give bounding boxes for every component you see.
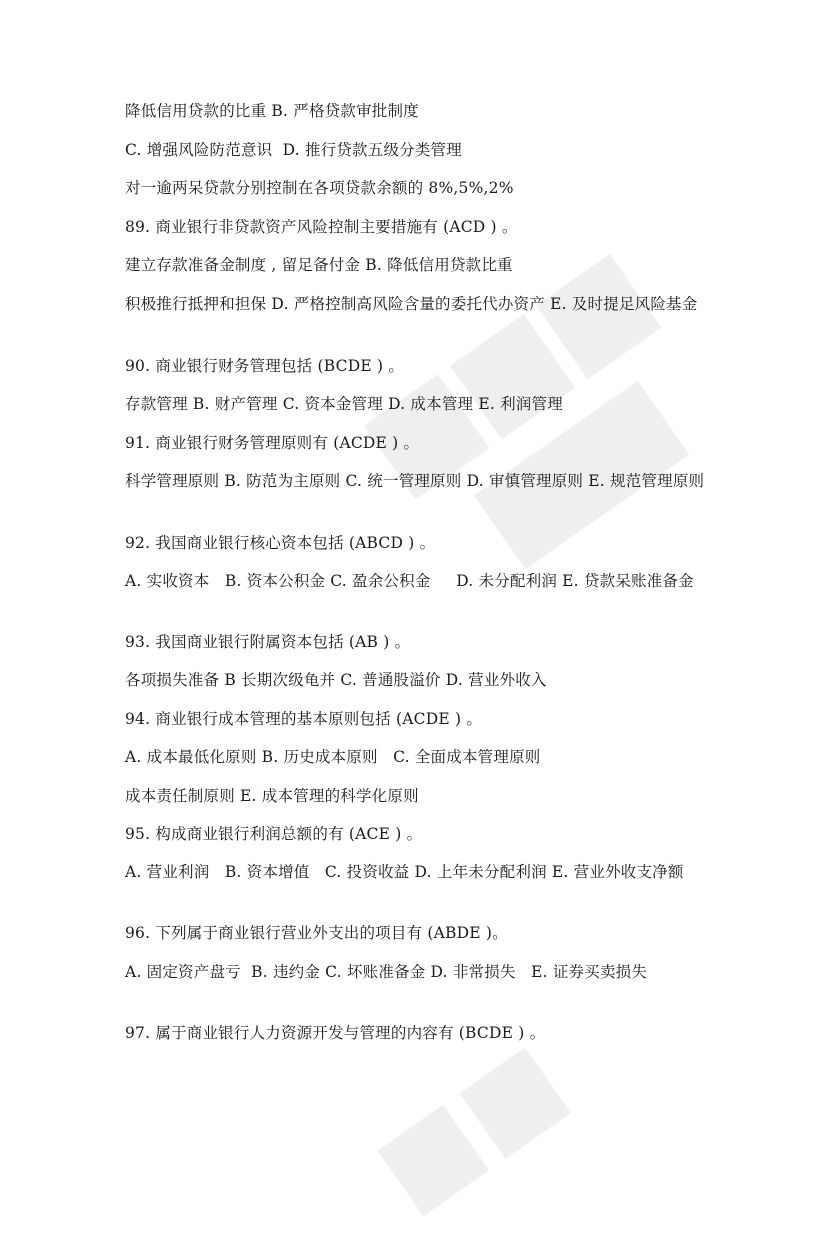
- text-line: 降低信用贷款的比重 B. 严格贷款审批制度: [125, 102, 419, 120]
- text-line: C. 增强风险防范意识 D. 推行贷款五级分类管理: [125, 141, 462, 159]
- question-94: 94. 商业银行成本管理的基本原则包括 (ACDE ) 。: [125, 710, 483, 728]
- question-96: 96. 下列属于商业银行营业外支出的项目有 (ABDE )。: [125, 924, 508, 942]
- text-line: 对一逾两呆贷款分别控制在各项贷款余额的 8%,5%,2%: [125, 179, 514, 197]
- question-91: 91. 商业银行财务管理原则有 (ACDE ) 。: [125, 434, 420, 452]
- text-line: 成本责任制原则 E. 成本管理的科学化原则: [125, 787, 419, 805]
- text-line: 存款管理 B. 财产管理 C. 资本金管理 D. 成本管理 E. 利润管理: [125, 395, 563, 413]
- text-line: 建立存款准备金制度 , 留足备付金 B. 降低信用贷款比重: [125, 256, 513, 274]
- text-line: 科学管理原则 B. 防范为主原则 C. 统一管理原则 D. 审慎管理原则 E. 规范管理原则: [125, 472, 705, 490]
- question-92: 92. 我国商业银行核心资本包括 (ABCD ) 。: [125, 534, 436, 552]
- text-line: A. 营业利润 B. 资本增值 C. 投资收益 D. 上年未分配利润 E. 营业外收支净额: [125, 863, 684, 881]
- text-line: 各项损失准备 B 长期次级龟并 C. 普通股溢价 D. 营业外收入: [125, 671, 547, 689]
- question-89: 89. 商业银行非贷款资产风险控制主要措施有 (ACD ) 。: [125, 218, 518, 236]
- text-line: A. 固定资产盘亏 B. 违约金 C. 坏账准备金 D. 非常损失 E. 证券买卖损失: [125, 963, 648, 981]
- question-95: 95. 构成商业银行利润总额的有 (ACE ) 。: [125, 825, 423, 843]
- question-90: 90. 商业银行财务管理包括 (BCDE ) 。: [125, 357, 405, 375]
- watermark-logo-bottom: [364, 1033, 597, 1246]
- text-line: A. 成本最低化原则 B. 历史成本原则 C. 全面成本管理原则: [125, 748, 541, 766]
- question-97: 97. 属于商业银行人力资源开发与管理的内容有 (BCDE ) 。: [125, 1024, 546, 1042]
- question-93: 93. 我国商业银行附属资本包括 (AB ) 。: [125, 633, 411, 651]
- text-line: 积极推行抵押和担保 D. 严格控制高风险含量的委托代办资产 E. 及时提足风险基金: [125, 295, 698, 313]
- text-line: A. 实收资本 B. 资本公积金 C. 盈余公积金 D. 未分配利润 E. 贷款呆账准备金: [125, 572, 694, 590]
